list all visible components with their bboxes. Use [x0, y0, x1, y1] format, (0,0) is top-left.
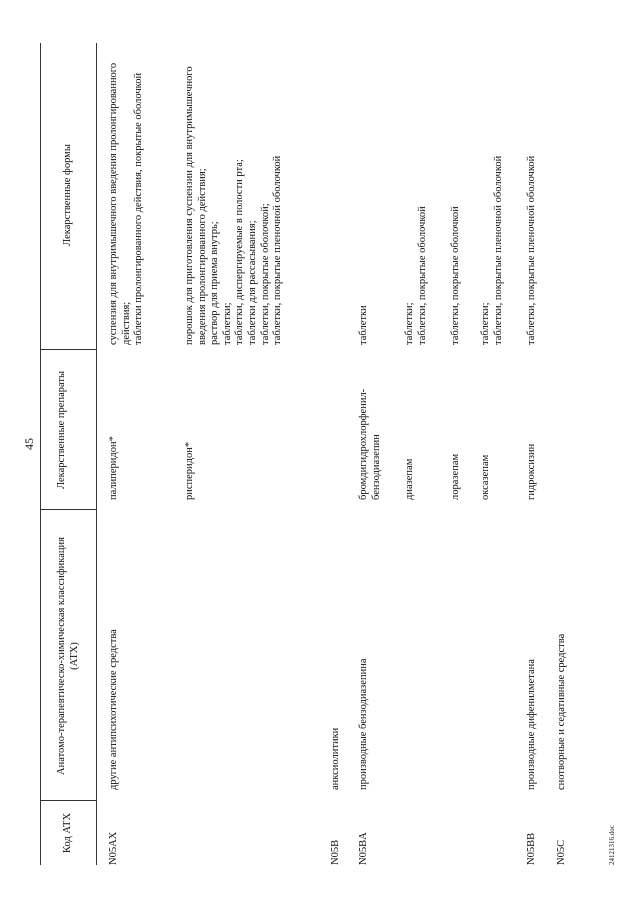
row-code: N05BA	[358, 832, 369, 865]
row-drug: диазепам	[404, 458, 415, 500]
col-divider-3	[40, 349, 96, 350]
row-classification: производные бензодиазепина	[358, 658, 369, 790]
row-drug: лоразепам	[450, 453, 461, 500]
row-forms: таблетки; таблетки, покрытые пленочной оболочкой	[480, 155, 504, 345]
row-drug: оксазепам	[480, 454, 491, 500]
row-drug: бромдигидрохлорфенил-бензодиазепин	[358, 388, 382, 500]
row-forms: порошок для приготовления суспензии для внутримышечного введения пролонгированного действия; раствор для приема внутрь; таблетки; таблетки, диспергируемые в полости рта; таблетки для рассасывания; таблетки, покрытые оболочкой; таблетки, покрытые пленочной оболочкой	[184, 66, 284, 345]
row-code: N05BB	[526, 832, 537, 865]
header-forms: Лекарственные формы	[62, 144, 73, 246]
row-code: N05AX	[108, 831, 119, 865]
header-classification: Анатомо-терапевтическо-химическая классификация (АТХ)	[56, 537, 80, 775]
footer-filename: 24121316.doc	[608, 825, 616, 865]
row-classification: анксиолитики	[330, 727, 341, 790]
table-top-border	[40, 43, 41, 865]
row-classification: другие антипсихотические средства	[108, 629, 119, 790]
header-bottom-border	[96, 43, 97, 865]
row-forms: таблетки	[358, 305, 369, 345]
row-classification: производные дифенилметана	[526, 659, 537, 790]
row-classification: снотворные и седативные средства	[556, 633, 567, 790]
row-forms: таблетки; таблетки, покрытые оболочкой	[404, 206, 428, 345]
row-forms: суспензия для внутримышечного введения пролонгированного действия; таблетки пролонгированного действия, покрытые оболочкой	[108, 62, 145, 345]
col-divider-2	[40, 509, 96, 510]
row-code: N05B	[330, 839, 341, 865]
header-drug: Лекарственные препараты	[56, 370, 67, 490]
row-forms: таблетки, покрытые оболочкой	[450, 206, 461, 345]
row-forms: таблетки, покрытые пленочной оболочкой	[526, 155, 537, 345]
row-drug: рисперидон*	[184, 441, 195, 500]
row-drug: гидроксизин	[526, 443, 537, 500]
page-number: 45	[22, 438, 36, 450]
row-drug: палиперидон*	[108, 436, 119, 500]
row-code: N05C	[556, 839, 567, 865]
header-code: Код АТХ	[62, 812, 73, 854]
